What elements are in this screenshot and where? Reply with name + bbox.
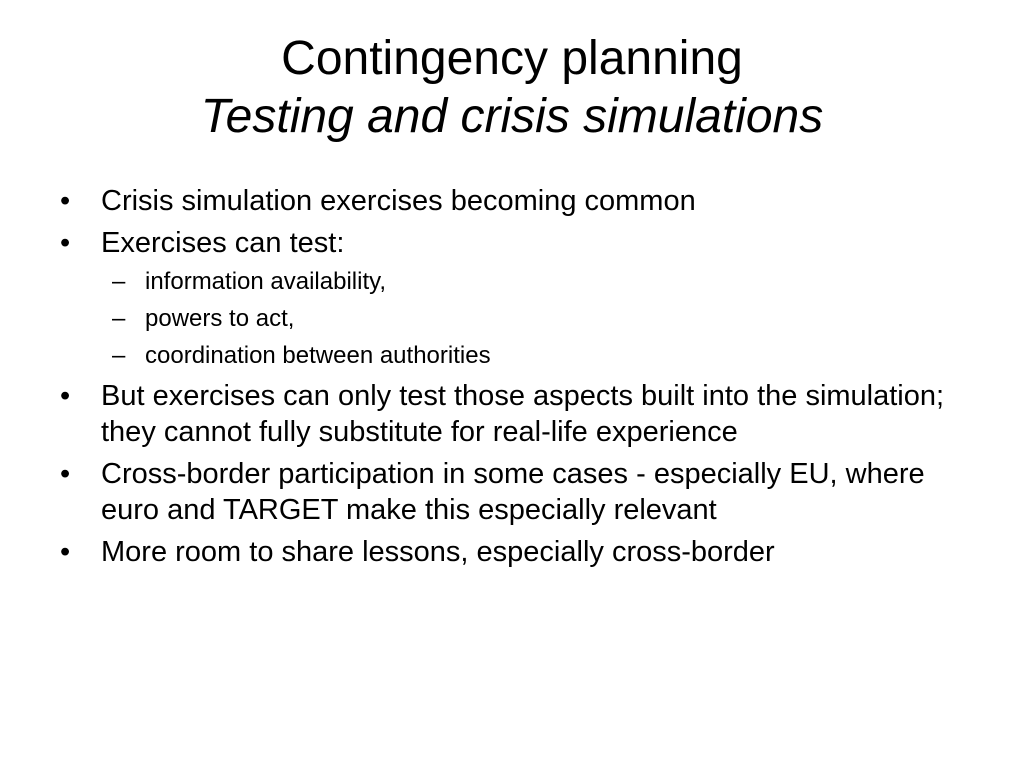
- bullet-text: But exercises can only test those aspects built into the simulation; they cannot fully substitute for real-life experience: [101, 380, 945, 448]
- bullet-marker: •: [60, 185, 71, 217]
- dash-marker: –: [112, 268, 126, 295]
- slide-title: [0, 30, 1024, 146]
- bullet-text: Crisis simulation exercises becoming common: [101, 185, 696, 217]
- title-heading: Contingency planning: [281, 32, 743, 85]
- dash-marker: –: [112, 305, 126, 332]
- bullet-item: [58, 456, 958, 528]
- sub-bullet-item: [58, 304, 958, 334]
- sub-bullet-text: information availability,: [145, 268, 386, 295]
- dash-marker: –: [112, 342, 126, 369]
- bullet-marker: •: [60, 380, 71, 412]
- sub-bullet-text: powers to act,: [145, 305, 295, 332]
- sub-bullet-item: [58, 267, 958, 297]
- bullet-marker: •: [60, 227, 71, 259]
- bullet-text: Exercises can test:: [101, 227, 345, 259]
- bullet-item: [58, 225, 958, 261]
- sub-bullet-item: [58, 341, 958, 371]
- bullet-item: [58, 183, 958, 219]
- bullet-item: [58, 534, 958, 570]
- bullet-marker: •: [60, 536, 71, 568]
- bullet-list: [58, 183, 958, 576]
- sub-bullet-group: [58, 267, 958, 371]
- bullet-text: Cross-border participation in some cases - especially EU, where euro and TARGET make this especially relevant: [101, 458, 925, 526]
- bullet-item: [58, 378, 958, 450]
- title-subheading: Testing and crisis simulations: [200, 90, 824, 143]
- sub-bullet-list: [58, 267, 958, 371]
- sub-bullet-text: coordination between authorities: [145, 342, 491, 369]
- bullet-text: More room to share lessons, especially cross-border: [101, 536, 775, 568]
- bullet-marker: •: [60, 458, 71, 490]
